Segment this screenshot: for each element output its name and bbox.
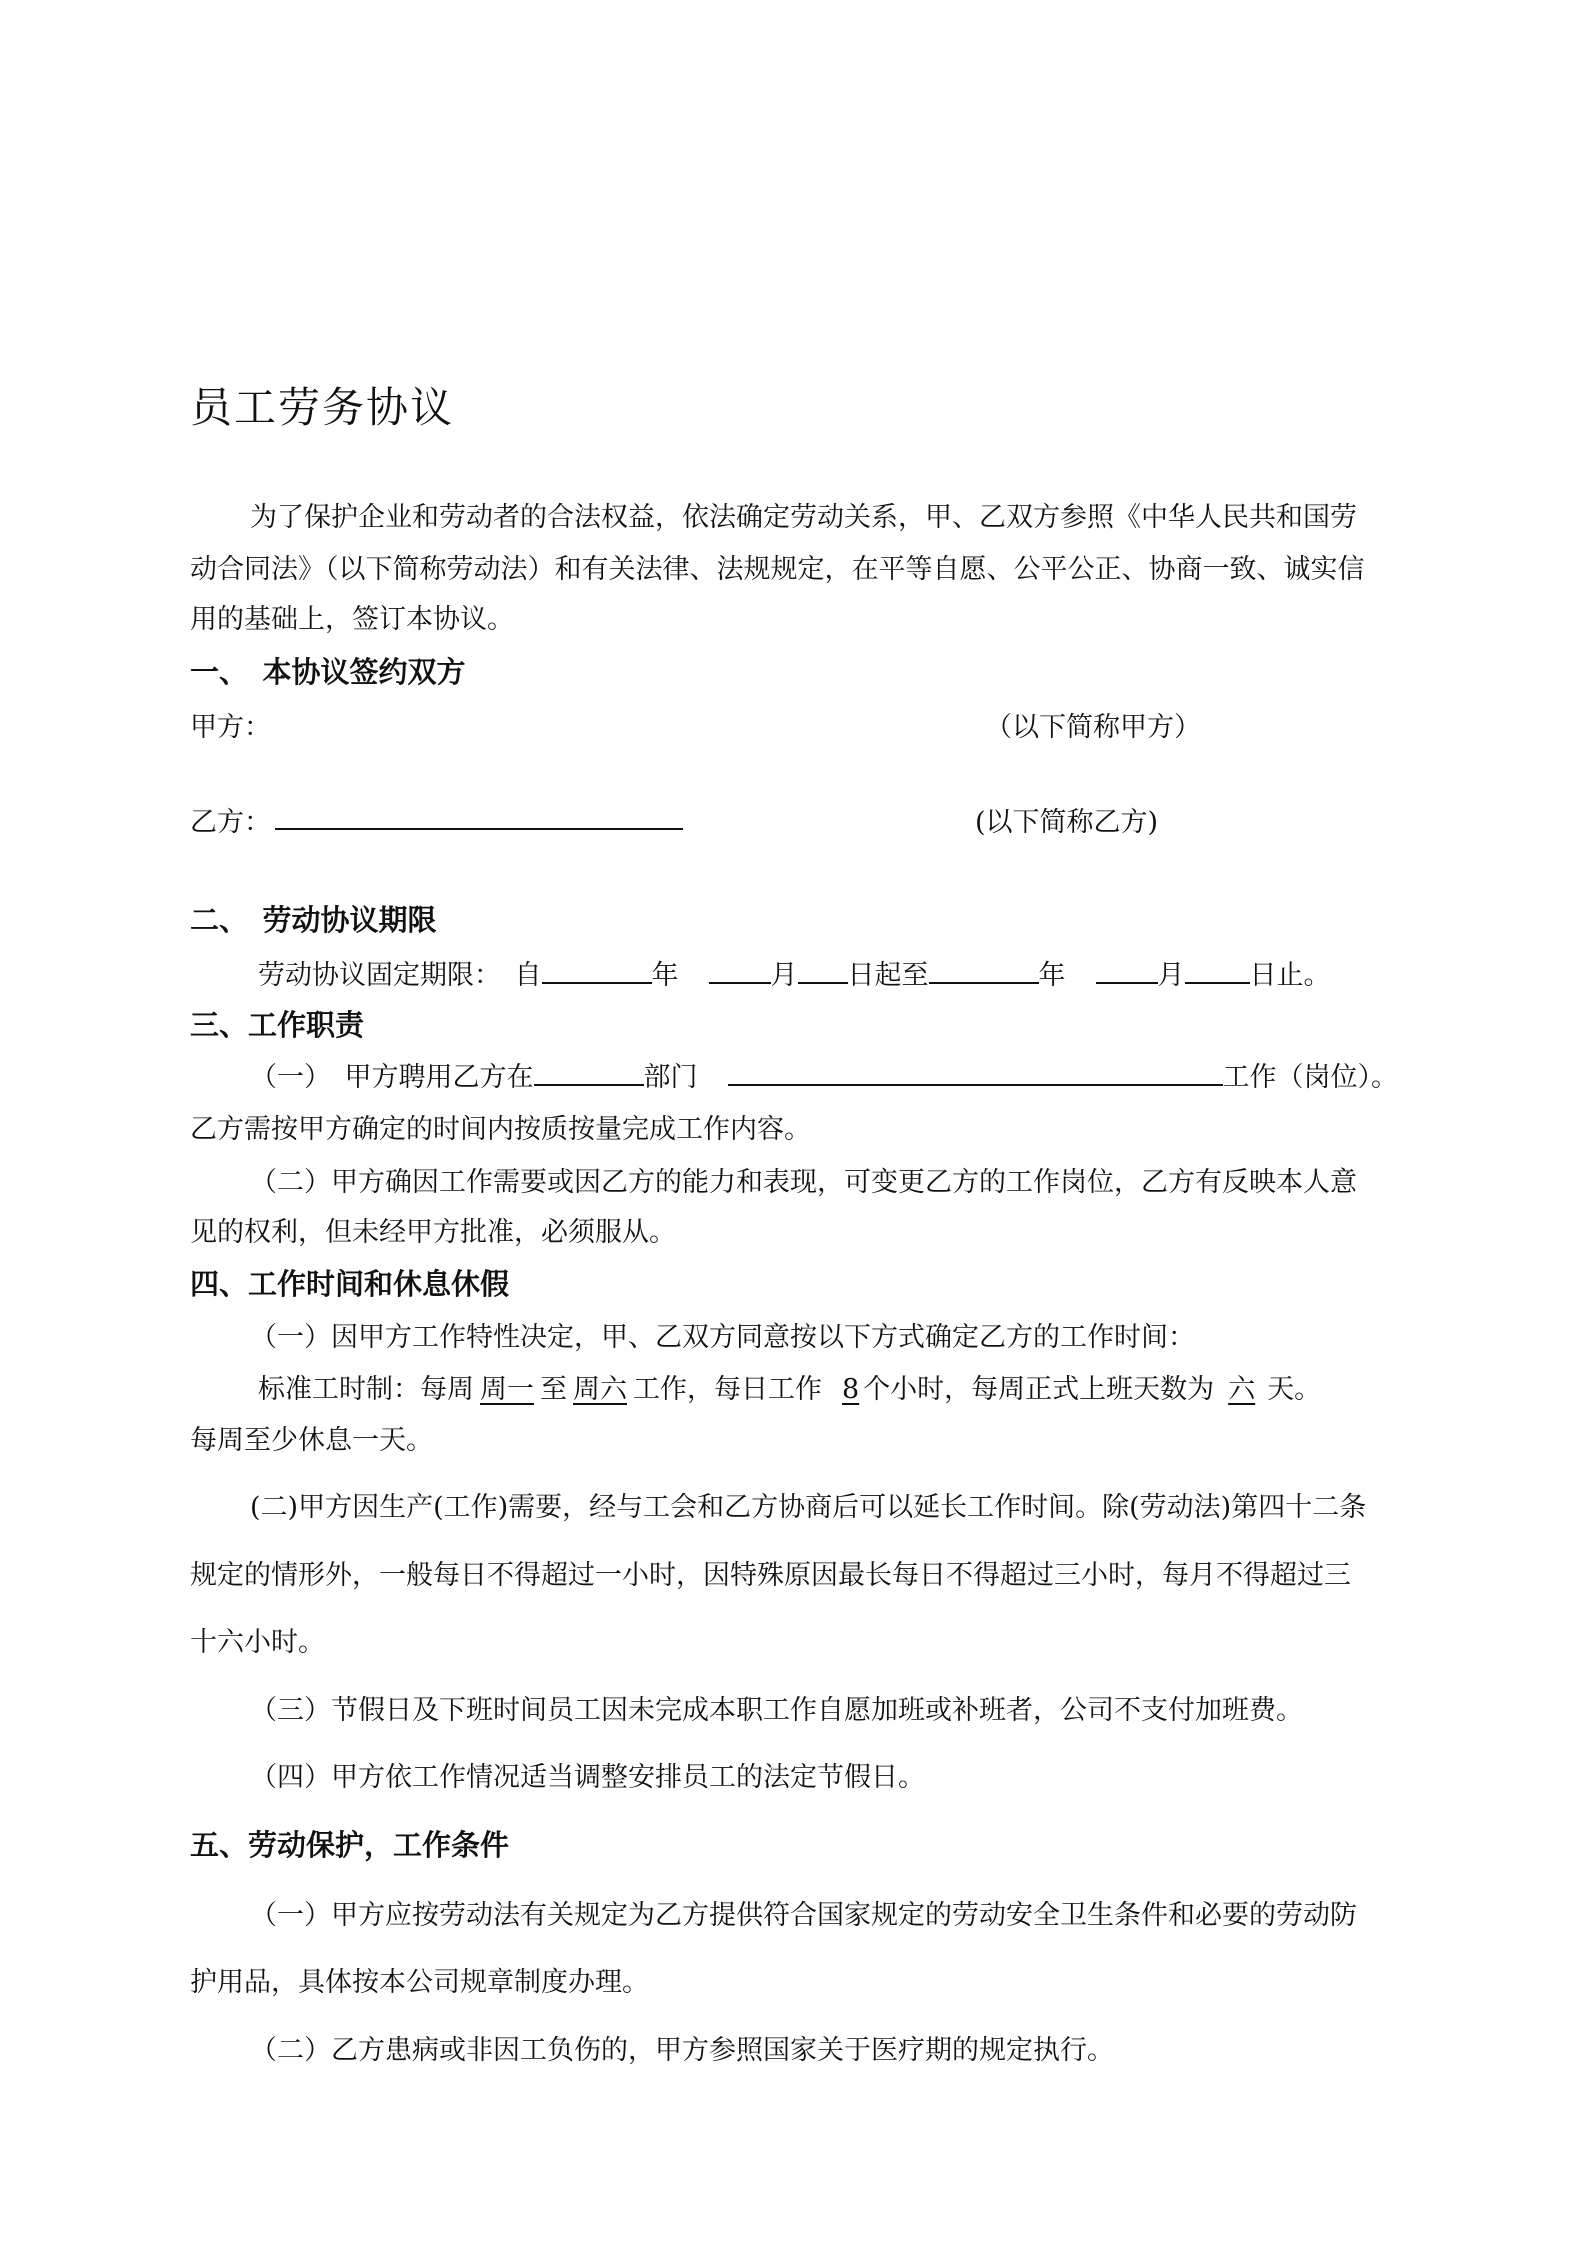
section-2-heading: 二、 劳动协议期限 — [190, 903, 437, 937]
term-year-1: 年 — [651, 960, 679, 991]
start-year-blank[interactable] — [542, 954, 652, 984]
term-month-1: 月 — [770, 960, 798, 991]
duty-dept-label: 部门 — [643, 1062, 698, 1093]
section-1-heading: 一、 本协议签约双方 — [190, 655, 466, 689]
weekly-days-value[interactable]: 六 — [1228, 1374, 1256, 1405]
overtime-line-3: 十六小时。 — [190, 1627, 325, 1658]
protection-p2: （二）乙方患病或非因工负伤的，甲方参照国家关于医疗期的规定执行。 — [250, 2035, 1114, 2066]
duty-line-1 — [250, 1055, 1398, 1094]
term-day-1: 日起至 — [847, 960, 929, 991]
section-3-heading: 三、工作职责 — [190, 1008, 365, 1042]
std-to-label: 至 — [540, 1374, 567, 1405]
overtime-line-2: 规定的情形外，一般每日不得超过一小时，因特殊原因最长每日不得超过三小时，每月不得超过三 — [190, 1560, 1351, 1591]
overtime-line-1: (二)甲方因生产(工作)需要，经与工会和乙方协商后可以延长工作时间。除(劳动法)第四十二条 — [250, 1492, 1367, 1523]
start-day-blank[interactable] — [798, 954, 848, 984]
intro-line-2: 动合同法》（以下简称劳动法）和有关法律、法规规定，在平等自愿、公平公正、协商一致、诚实信 — [190, 554, 1365, 585]
party-b-blank[interactable] — [275, 800, 683, 830]
holiday-p3: （三）节假日及下班时间员工因未完成本职工作自愿加班或补班者，公司不支付加班费。 — [250, 1695, 1303, 1726]
std-hours-label: 个小时，每周正式上班天数为 — [863, 1374, 1215, 1405]
work-day-to[interactable]: 周六 — [573, 1374, 627, 1405]
party-a-label: 甲方： — [190, 712, 271, 743]
std-label: 标准工时制：每周 — [258, 1374, 474, 1405]
term-month-2: 月 — [1157, 960, 1185, 991]
section-4-heading: 四、工作时间和休息休假 — [190, 1267, 510, 1301]
end-year-blank[interactable] — [929, 954, 1039, 984]
start-month-blank[interactable] — [709, 954, 771, 984]
term-label: 劳动协议固定期限： 自 — [258, 960, 542, 991]
term-year-2: 年 — [1038, 960, 1066, 991]
document-title: 员工劳务协议 — [190, 383, 455, 432]
std-days-label: 天。 — [1267, 1374, 1322, 1405]
hours-p1: （一）因甲方工作特性决定，甲、乙双方同意按以下方式确定乙方的工作时间： — [250, 1322, 1195, 1353]
department-blank[interactable] — [534, 1056, 644, 1086]
party-b-label: 乙方： — [190, 807, 271, 838]
end-day-blank[interactable] — [1185, 954, 1250, 984]
min-rest-line: 每周至少休息一天。 — [190, 1425, 433, 1456]
std-work-label: 工作，每日工作 — [633, 1374, 822, 1405]
position-blank[interactable] — [728, 1056, 1223, 1086]
duty-position-label: 工作（岗位）。 — [1222, 1062, 1398, 1093]
section-5-heading: 五、劳动保护，工作条件 — [190, 1828, 510, 1862]
work-day-from[interactable]: 周一 — [480, 1374, 534, 1405]
protection-p1-line-2: 护用品，具体按本公司规章制度办理。 — [190, 1967, 649, 1998]
duty-p2-line-1: （二）甲方确因工作需要或因乙方的能力和表现，可变更乙方的工作岗位，乙方有反映本人意 — [250, 1167, 1357, 1198]
term-line — [258, 953, 1331, 992]
holiday-p4: （四）甲方依工作情况适当调整安排员工的法定节假日。 — [250, 1762, 925, 1793]
duty-line-2: 乙方需按甲方确定的时间内按质按量完成工作内容。 — [190, 1114, 811, 1145]
intro-line-1: 为了保护企业和劳动者的合法权益，依法确定劳动关系，甲、乙双方参照《中华人民共和国劳 — [250, 502, 1357, 533]
protection-p1-line-1: （一）甲方应按劳动法有关规定为乙方提供符合国家规定的劳动安全卫生条件和必要的劳动防 — [250, 1900, 1357, 1931]
standard-hours-line — [258, 1367, 1321, 1406]
end-month-blank[interactable] — [1096, 954, 1158, 984]
term-day-2: 日止。 — [1249, 960, 1331, 991]
daily-hours-value[interactable]: 8 — [842, 1374, 860, 1405]
party-a-note: （以下简称甲方） — [985, 712, 1201, 743]
duty-p2-line-2: 见的权利，但未经甲方批准，必须服从。 — [190, 1217, 676, 1248]
intro-line-3: 用的基础上，签订本协议。 — [190, 604, 514, 635]
duty-text-1: （一） 甲方聘用乙方在 — [250, 1062, 534, 1093]
party-b-note: (以下简称乙方) — [975, 807, 1159, 838]
